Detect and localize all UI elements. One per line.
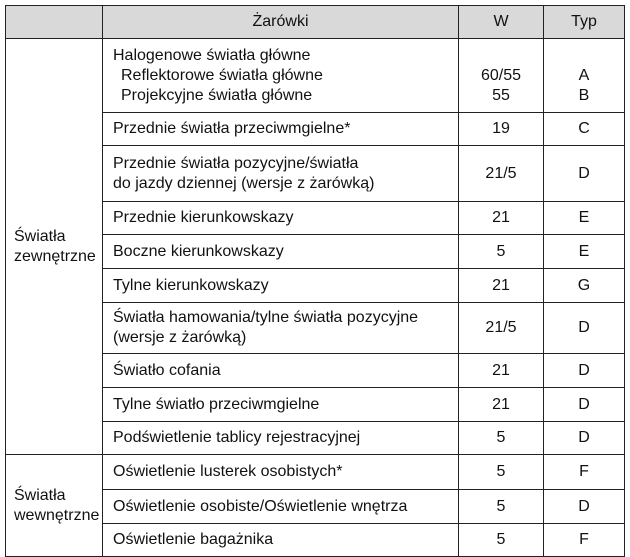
bulb-name: Światła hamowania/tylne światła pozycyjne (wersje z żarówką): [103, 303, 459, 354]
bulb-watts: 5: [459, 490, 544, 524]
bulb-watts: 5: [459, 235, 544, 269]
bulb-type: A B: [544, 39, 625, 113]
bulb-name: Światło cofania: [103, 354, 459, 388]
bulb-watts: 21: [459, 202, 544, 235]
bulb-name: Przednie światła przeciwmgielne*: [103, 113, 459, 146]
bulb-name: Przednie światła pozycyjne/światła do jazdy dziennej (wersje z żarówką): [103, 146, 459, 202]
bulb-name: Oświetlenie osobiste/Oświetlenie wnętrza: [103, 490, 459, 524]
bulb-watts: 21/5: [459, 146, 544, 202]
bulb-type: G: [544, 269, 625, 303]
bulb-type: F: [544, 455, 625, 490]
bulb-name: Podświetlenie tablicy rejestracyjnej: [103, 422, 459, 455]
bulb-watts: 60/55 55: [459, 39, 544, 113]
category-exterior: Światła zewnętrzne: [6, 39, 103, 455]
bulb-name: Tylne światło przeciwmgielne: [103, 388, 459, 422]
bulb-type: D: [544, 354, 625, 388]
bulb-watts: 21: [459, 269, 544, 303]
header-row: [6, 6, 625, 39]
bulb-watts: 21: [459, 354, 544, 388]
header-type: Typ: [544, 6, 625, 39]
category-interior: Światła wewnętrzne: [6, 455, 103, 557]
bulb-watts: 5: [459, 524, 544, 557]
bulb-table: [5, 5, 625, 557]
bulb-type: D: [544, 490, 625, 524]
bulb-type: E: [544, 202, 625, 235]
bulb-name: Boczne kierunkowskazy: [103, 235, 459, 269]
header-watts: W: [459, 6, 544, 39]
bulb-watts: 5: [459, 455, 544, 490]
bulb-type: F: [544, 524, 625, 557]
bulb-name: Halogenowe światła główne Reflektorowe światła główne Projekcyjne światła główne: [103, 39, 459, 113]
bulb-type: D: [544, 388, 625, 422]
bulb-name: Oświetlenie bagażnika: [103, 524, 459, 557]
bulb-watts: 5: [459, 422, 544, 455]
bulb-watts: 19: [459, 113, 544, 146]
header-bulbs: Żarówki: [103, 6, 459, 39]
header-empty: [6, 6, 103, 39]
bulb-type: D: [544, 303, 625, 354]
bulb-name: Tylne kierunkowskazy: [103, 269, 459, 303]
table-row: [6, 39, 625, 113]
bulb-name: Oświetlenie lusterek osobistych*: [103, 455, 459, 490]
bulb-type: C: [544, 113, 625, 146]
bulb-name: Przednie kierunkowskazy: [103, 202, 459, 235]
bulb-type: D: [544, 146, 625, 202]
table-row: [6, 455, 625, 490]
bulb-type: D: [544, 422, 625, 455]
bulb-watts: 21: [459, 388, 544, 422]
bulb-type: E: [544, 235, 625, 269]
bulb-watts: 21/5: [459, 303, 544, 354]
